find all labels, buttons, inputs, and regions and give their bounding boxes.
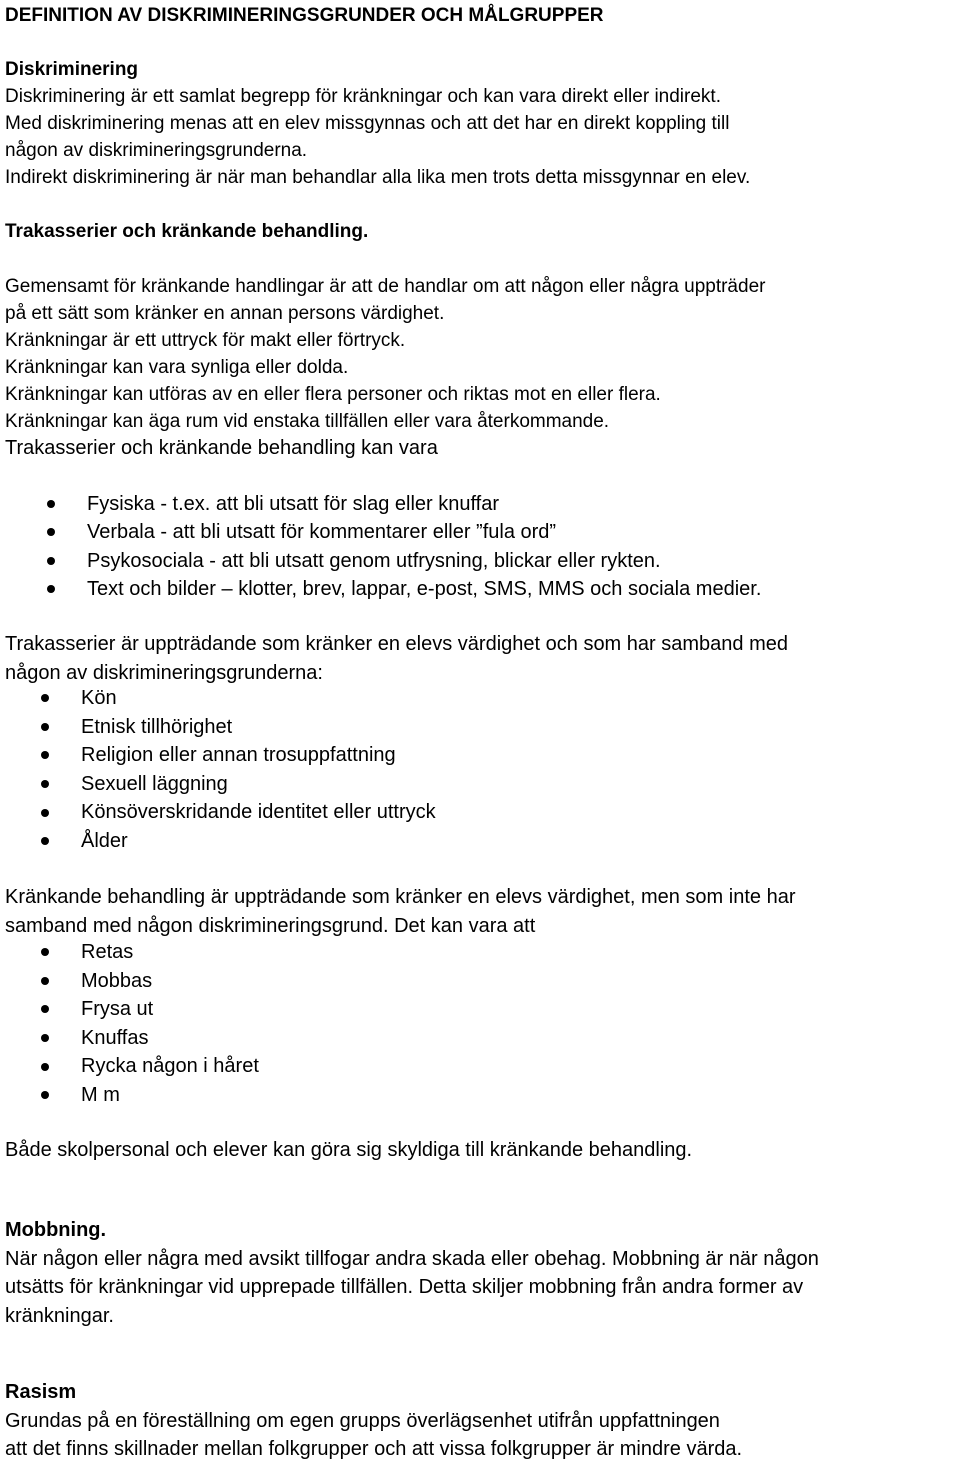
list-item: Kön: [41, 684, 436, 713]
paragraph-line: någon av diskrimineringsgrunderna.: [5, 140, 308, 161]
paragraph-line: När någon eller några med avsikt tillfogar andra skada eller obehag. Mobbning är när någon: [5, 1247, 819, 1270]
paragraph-line: Grundas på en föreställning om egen grupps överlägsenhet utifrån uppfattningen: [5, 1409, 720, 1432]
paragraph-line: någon av diskrimineringsgrunderna:: [5, 661, 323, 684]
list-item: Retas: [41, 938, 259, 967]
paragraph-line: samband med någon diskrimineringsgrund. Det kan vara att: [5, 914, 536, 937]
bullet-icon: [47, 500, 55, 508]
paragraph-line: Med diskriminering menas att en elev missgynnas och att det har en direkt koppling till: [5, 113, 730, 134]
bullet-icon: [41, 809, 49, 817]
bullet-icon: [41, 1091, 49, 1099]
paragraph-line: Kränkningar kan vara synliga eller dolda.: [5, 357, 349, 378]
list-item: Text och bilder – klotter, brev, lappar, e-post, SMS, MMS och sociala medier.: [47, 575, 761, 603]
bullet-icon: [41, 1034, 49, 1042]
list-item: Könsöverskridande identitet eller uttryck: [41, 798, 436, 827]
paragraph-line: Kränkande behandling är uppträdande som kränker en elevs värdighet, men som inte har: [5, 886, 796, 908]
bullet-icon: [41, 1063, 49, 1071]
list-item: Rycka någon i håret: [41, 1052, 259, 1081]
list-item: Knuffas: [41, 1024, 259, 1053]
paragraph-line: Indirekt diskriminering är när man behandlar alla lika men trots detta missgynnar en elev.: [5, 167, 751, 188]
bullet-icon: [41, 694, 49, 702]
list-item: Psykosociala - att bli utsatt genom utfrysning, blickar eller rykten.: [47, 547, 761, 575]
types-list: [47, 490, 761, 603]
paragraph-line: att det finns skillnader mellan folkgrupper och att vissa folkgrupper är mindre värda.: [5, 1438, 743, 1460]
heading-rasism: Rasism: [5, 1381, 77, 1403]
section-mobbning: [5, 1216, 819, 1330]
heading-mobbning: Mobbning.: [5, 1219, 107, 1241]
bullet-icon: [41, 948, 49, 956]
bullet-icon: [41, 723, 49, 731]
section-kranande: [5, 883, 795, 940]
bullet-icon: [41, 977, 49, 985]
list-item: Religion eller annan trosuppfattning: [41, 741, 436, 770]
section-grunder: [5, 630, 788, 687]
section-trakasserier-body: [5, 273, 765, 462]
bullet-icon: [47, 557, 55, 565]
paragraph-line: Kränkningar kan äga rum vid enstaka tillfällen eller vara återkommande.: [5, 411, 610, 432]
list-item: Frysa ut: [41, 995, 259, 1024]
bullet-icon: [47, 528, 55, 536]
section-diskriminering: [5, 56, 750, 191]
list-item: Verbala - att bli utsatt för kommentarer eller ”fula ord”: [47, 518, 761, 546]
kranande-after-text: Både skolpersonal och elever kan göra sig skyldiga till kränkande behandling.: [5, 1139, 693, 1161]
bullet-icon: [41, 837, 49, 845]
heading-diskriminering: Diskriminering: [5, 59, 139, 80]
paragraph-line: Trakasserier är uppträdande som kränker en elevs värdighet och som har samband med: [5, 633, 788, 655]
list-item: Etnisk tillhörighet: [41, 713, 436, 742]
paragraph-line: Diskriminering är ett samlat begrepp för kränkningar och kan vara direkt eller indirekt.: [5, 86, 721, 107]
paragraph-line: Gemensamt för kränkande handlingar är att de handlar om att någon eller några uppträder: [5, 276, 766, 297]
paragraph-line: på ett sätt som kränker en annan persons värdighet.: [5, 303, 445, 324]
page-title: DEFINITION AV DISKRIMINERINGSGRUNDER OCH MÅLGRUPPER: [5, 5, 604, 26]
bullet-icon: [41, 1005, 49, 1013]
paragraph-line: Kränkningar är ett uttryck för makt eller förtryck.: [5, 330, 406, 351]
list-item: Ålder: [41, 827, 436, 856]
paragraph-line: kränkningar.: [5, 1304, 114, 1327]
list-item: Fysiska - t.ex. att bli utsatt för slag eller knuffar: [47, 490, 761, 518]
bullet-icon: [41, 751, 49, 759]
heading-trakasserier: Trakasserier och kränkande behandling.: [5, 221, 369, 242]
kranande-list: [41, 938, 259, 1110]
bullet-icon: [47, 585, 55, 593]
paragraph-line: Trakasserier och kränkande behandling kan vara: [5, 437, 438, 459]
list-item: Mobbas: [41, 967, 259, 996]
paragraph-line: utsätts för kränkningar vid upprepade tillfällen. Detta skiljer mobbning från andra former av: [5, 1276, 804, 1298]
paragraph-line: Kränkningar kan utföras av en eller flera personer och riktas mot en eller flera.: [5, 384, 661, 405]
list-item: M m: [41, 1081, 259, 1110]
list-item: Sexuell läggning: [41, 770, 436, 799]
section-rasism: [5, 1378, 742, 1464]
grunder-list: [41, 684, 436, 856]
bullet-icon: [41, 780, 49, 788]
